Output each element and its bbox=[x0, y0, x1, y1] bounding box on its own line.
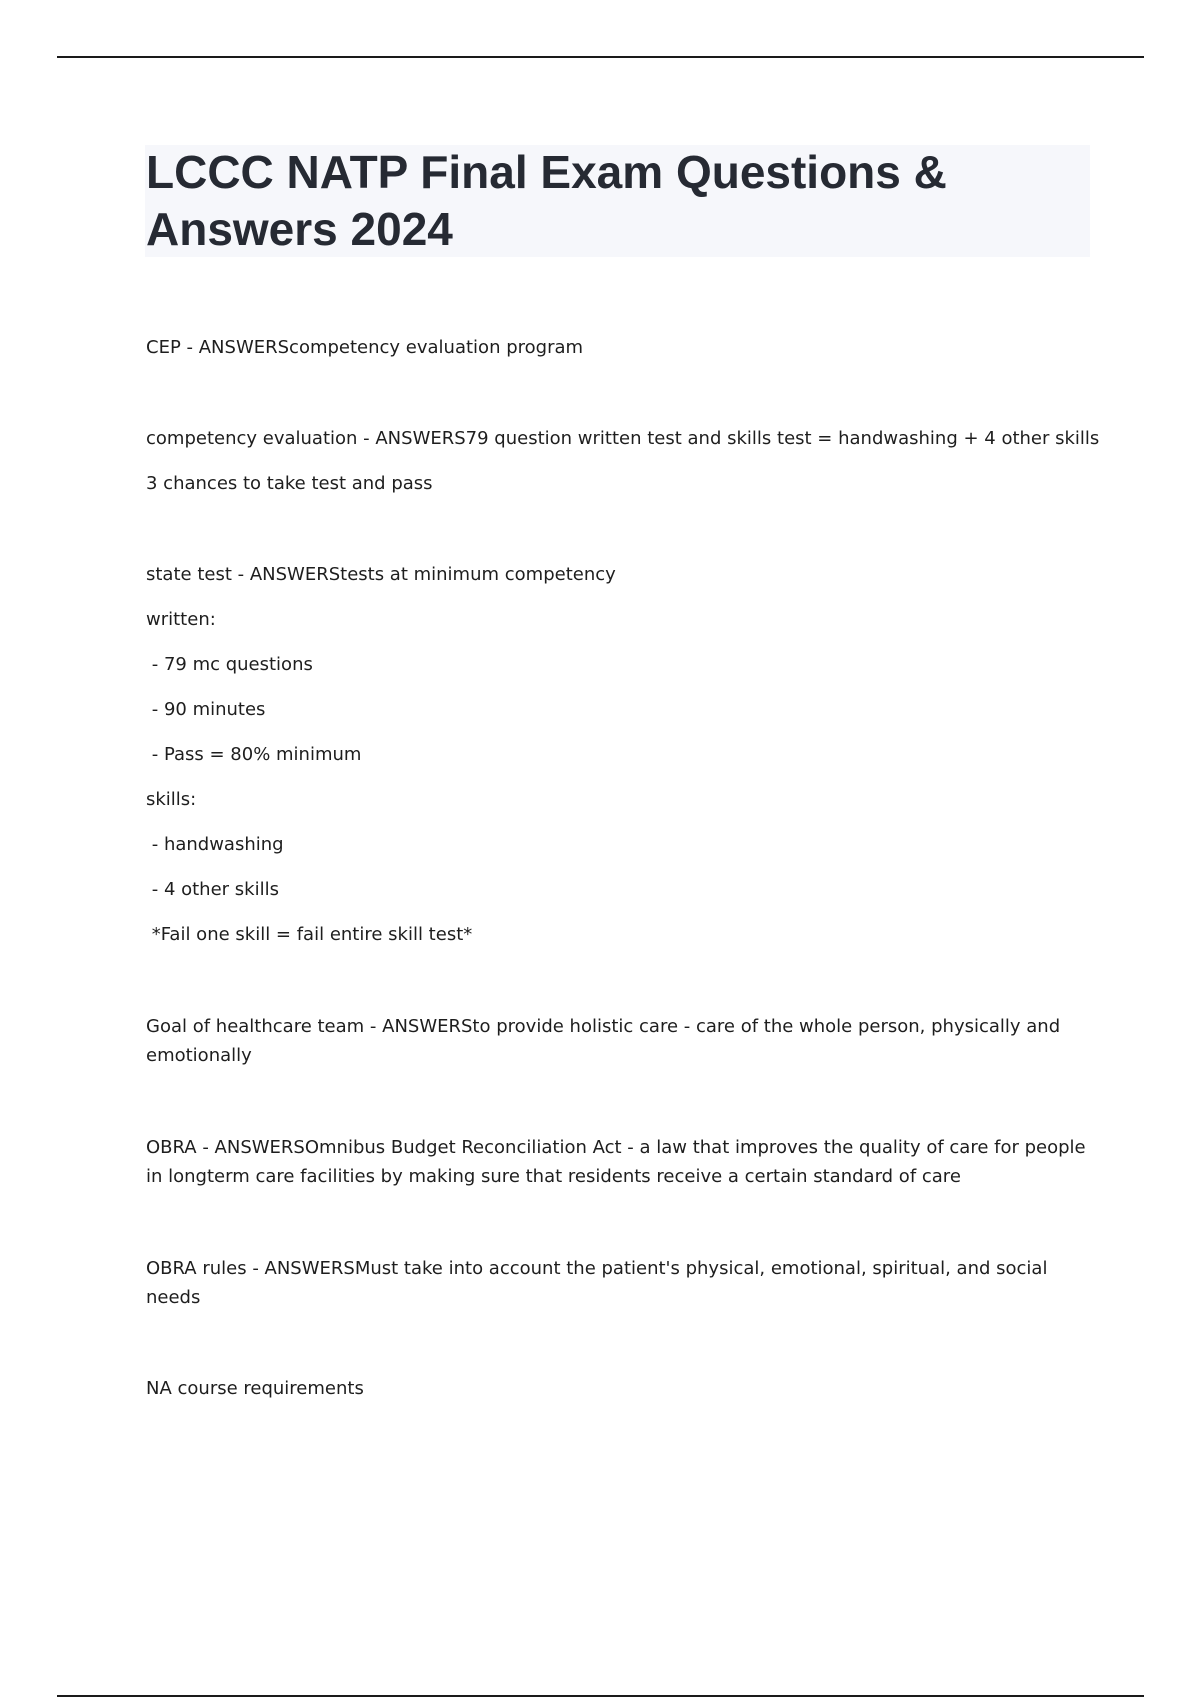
qa-entry-obra-rules bbox=[146, 1254, 1086, 1312]
entry-line: CEP - ANSWERScompetency evaluation program bbox=[146, 337, 584, 358]
entry-line: - Pass = 80% minimum bbox=[146, 744, 362, 765]
top-divider bbox=[57, 56, 1144, 58]
entry-line: competency evaluation - ANSWERS79 question written test and skills test = handwashing + 4 other skills bbox=[146, 428, 1100, 449]
entry-line: state test - ANSWERStests at minimum competency bbox=[146, 564, 616, 585]
qa-entry-cep bbox=[146, 334, 1086, 362]
document-body bbox=[146, 334, 1100, 1403]
entry-line: Goal of healthcare team - ANSWERSto provide holistic care - care of the whole person, physically and emotionally bbox=[146, 1016, 1061, 1066]
qa-entry-state-test bbox=[146, 561, 1086, 949]
entry-line: *Fail one skill = fail entire skill test* bbox=[146, 924, 473, 945]
qa-entry-competency-evaluation bbox=[146, 425, 1100, 498]
entry-line: - 4 other skills bbox=[146, 879, 279, 900]
document-title: LCCC NATP Final Exam Questions & Answers 2024 bbox=[146, 146, 947, 255]
entry-line: - handwashing bbox=[146, 834, 284, 855]
entry-line: - 90 minutes bbox=[146, 699, 266, 720]
entry-line: OBRA rules - ANSWERSMust take into account the patient's physical, emotional, spiritual, and social needs bbox=[146, 1258, 1048, 1308]
qa-entry-na-course-requirements bbox=[146, 1375, 1086, 1403]
bottom-divider bbox=[57, 1695, 1144, 1697]
entry-line: skills: bbox=[146, 789, 197, 810]
entry-line: - 79 mc questions bbox=[146, 654, 313, 675]
entry-line: 3 chances to take test and pass bbox=[146, 473, 433, 494]
qa-entry-goal-of-healthcare-team bbox=[146, 1012, 1086, 1070]
entry-line: OBRA - ANSWERSOmnibus Budget Reconciliation Act - a law that improves the quality of care for people in longterm care facilities by making sure that residents receive a certain standard of care bbox=[146, 1137, 1086, 1187]
entry-line: NA course requirements bbox=[146, 1378, 364, 1399]
qa-entry-obra bbox=[146, 1133, 1086, 1191]
entry-line: written: bbox=[146, 609, 216, 630]
